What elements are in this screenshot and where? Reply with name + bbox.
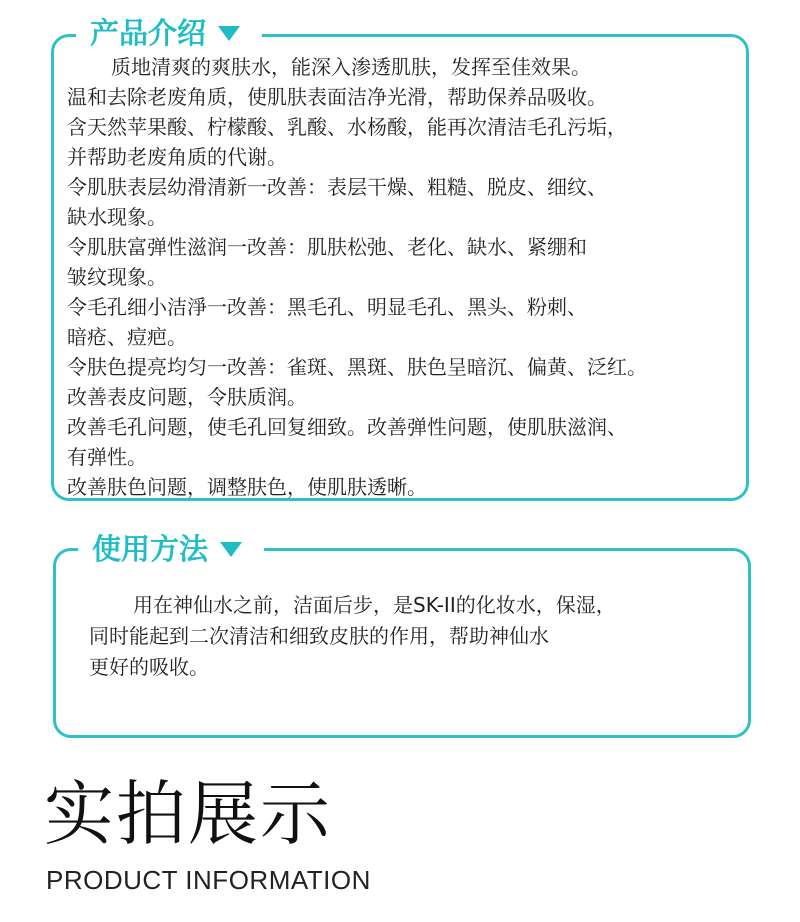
triangle-down-icon: [220, 542, 242, 557]
product-intro-title: 产品介绍: [90, 16, 207, 50]
intro-line: 温和去除老废角质，使肌肤表面洁净光滑，帮助保养品吸收。: [67, 85, 607, 109]
intro-line: 令肌肤表层幼滑清新一改善：表层干燥、粗糙、脱皮、细纹、: [67, 175, 607, 199]
intro-line: 暗疮、痘疤。: [67, 325, 187, 349]
photo-section-title: 实拍展示: [44, 773, 332, 855]
intro-line: 并帮助老废角质的代谢。: [67, 145, 287, 169]
usage-header: [78, 532, 264, 566]
intro-line: 质地清爽的爽肤水，能深入渗透肌肤，发挥至佳效果。: [111, 55, 591, 79]
usage-line: 同时能起到二次清洁和细致皮肤的作用，帮助神仙水: [89, 624, 549, 648]
usage-line: 更好的吸收。: [89, 655, 209, 679]
intro-line: 令毛孔细小洁淨一改善：黑毛孔、明显毛孔、黑头、粉刺、: [67, 295, 587, 319]
intro-line: 缺水现象。: [67, 205, 167, 229]
intro-line: 有弹性。: [67, 445, 147, 469]
product-intro-text: [67, 52, 767, 502]
intro-line: 改善肤色问题，调整肤色，使肌肤透晰。: [67, 475, 427, 499]
usage-title: 使用方法: [92, 532, 209, 566]
intro-line: 令肤色提亮均匀一改善：雀斑、黑斑、肤色呈暗沉、偏黄、泛红。: [67, 355, 647, 379]
intro-line: 皱纹现象。: [67, 265, 167, 289]
intro-line: 改善表皮问题，令肤质润。: [67, 385, 307, 409]
intro-line: 改善毛孔问题，使毛孔回复细致。改善弹性问题，使肌肤滋润、: [67, 415, 627, 439]
product-intro-header: [76, 16, 262, 50]
intro-line: 含天然苹果酸、柠檬酸、乳酸、水杨酸，能再次清洁毛孔污垢，: [67, 115, 627, 139]
intro-line: 令肌肤富弹性滋润一改善：肌肤松弛、老化、缺水、紧绷和: [67, 235, 587, 259]
triangle-down-icon: [218, 26, 240, 41]
usage-line: 用在神仙水之前，洁面后步，是SK-II的化妆水，保湿，: [133, 593, 616, 617]
photo-section-subtitle: PRODUCT INFORMATION: [46, 865, 371, 895]
usage-text: [89, 590, 739, 683]
